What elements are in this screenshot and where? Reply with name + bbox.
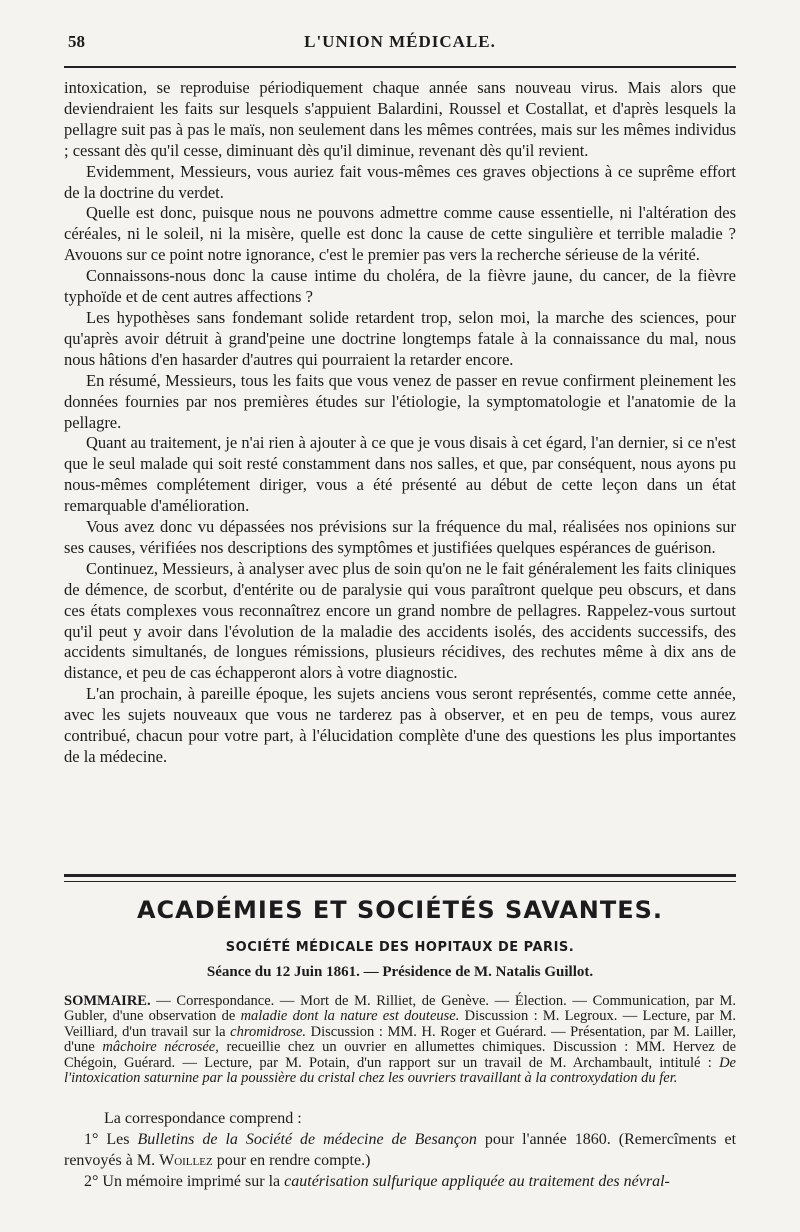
summary-italic: chromidrose. <box>230 1023 307 1040</box>
paragraph: Vous avez donc vu dépassées nos prévisions sur la fréquence du mal, réalisées nos opinions sur ses causes, vérifiées nos descriptions des symptômes et justifiées quelques espérances de guérison. <box>64 517 736 557</box>
item-name: Woillez <box>159 1152 213 1169</box>
item-text: pour l'année 1860. (Remercîments et renvoyés à M. <box>64 1131 737 1169</box>
article-body <box>64 78 736 768</box>
society-title: SOCIÉTÉ MÉDICALE DES HOPITAUX DE PARIS. <box>225 940 575 955</box>
paragraph: Quant au traitement, je n'ai rien à ajouter à ce que je vous disais à cet égard, l'an dernier, si ce n'est que le seul malade qui soit resté constamment dans nos salles, et que, par conséquent, nous ayons pu nous-mêmes complétement diriger, vous a été présenté au début de cette leçon dans un état remarquable d'amélioration. <box>64 433 736 516</box>
summary-text: — Correspondance. — Mort de M. Rilliet, de Genève. — Élection. — Communication, par M. Gubler, d'une observation de <box>64 993 736 1025</box>
correspondance-item <box>64 1129 736 1171</box>
header-rule <box>64 66 736 68</box>
page-number: 58 <box>68 32 85 51</box>
paragraph: En résumé, Messieurs, tous les faits que vous venez de passer en revue confirment pleinement les données fournies par nos premières études sur l'étiologie, la symptomatologie et l'anatomie de la pellagre. <box>64 370 736 432</box>
paragraph: Quelle est donc, puisque nous ne pouvons admettre comme cause essentielle, ni l'altération des céréales, ni le soleil, ni la misère, quelle est donc la cause de cette singulière et terrible maladie ? Avouons sur ce point notre ignorance, c'est le premier pas vers la recherche sérieuse de la vérité. <box>64 203 736 265</box>
summary-italic: maladie dont la nature est douteuse. <box>240 1008 460 1025</box>
correspondance <box>64 1108 736 1192</box>
summary-text: Discussion : MM. H. Roger et Guérard. — Présentation, par M. Lailler, d'une <box>64 1023 737 1056</box>
summary-italic: mâchoire nécrosée, <box>102 1039 219 1056</box>
correspondance-intro: La correspondance comprend : <box>104 1110 302 1127</box>
summary-text: recueillie chez un ouvrier en allumettes chimiques. Discussion : MM. Hervez de Chégoin, Guérard. — Lecture, par M. Potain, d'un rapport sur un travail de M. Archambault, intitulé : <box>64 1039 737 1071</box>
correspondance-item <box>64 1171 736 1192</box>
item-text: pour en rendre compte.) <box>212 1152 371 1169</box>
summary-lead: SOMMAIRE. <box>64 993 151 1009</box>
paragraph: intoxication, se reproduise périodiquement chaque année sans nouveau virus. Mais alors que deviendraient les faits sur lesquels s'appuient Balardini, Roussel et Costallat, et d'après lesquels la pellagre suit pas à pas le maïs, non seulement dans les mêmes contrées, mais sur les mêmes individus ; cessant dès qu'il cesse, diminuant dès qu'il diminue, revenant dès qu'il revient. <box>64 78 736 160</box>
item-text: 1° Les <box>84 1131 138 1148</box>
running-head <box>64 32 736 58</box>
section-divider <box>64 874 736 882</box>
paragraph: Les hypothèses sans fondemant solide retardent trop, selon moi, la marche des sciences, pour qu'après avoir détruit à grand'peine une doctrine longtemps fatale à la connaissance du mal, nous nous hâtions d'en hasarder d'autres qui pourraient la retarder encore. <box>64 307 736 369</box>
item-italic: Bulletins de la Société de médecine de Besançon <box>137 1131 477 1148</box>
section-title: ACADÉMIES ET SOCIÉTÉS SAVANTES. <box>136 896 664 924</box>
journal-title: L'UNION MÉDICALE. <box>304 32 496 51</box>
paragraph: L'an prochain, à pareille époque, les sujets anciens vous seront représentés, comme cette année, avec les sujets nouveaux que vous ne tarderez pas à observer, et en peu de temps, vous aurez contribué, chacun pour votre part, à l'élucidation complète d'une des questions les plus importantes de la médecine. <box>64 684 736 766</box>
paragraph: Evidemment, Messieurs, vous auriez fait vous-mêmes ces graves objections à ce suprême effort de la doctrine du verdet. <box>64 161 736 202</box>
session-line: Séance du 12 Juin 1861. — Présidence de M. Natalis Guillot. <box>206 964 594 980</box>
item-text: 2° Un mémoire imprimé sur la <box>84 1173 285 1190</box>
summary-italic: De l'intoxication saturnine par la poussière du cristal chez les ouvriers travaillant à la controxydation du fer. <box>64 1054 736 1087</box>
paragraph: Connaissons-nous donc la cause intime du choléra, de la fièvre jaune, du cancer, de la fièvre typhoïde et de cent autres affections ? <box>64 266 736 307</box>
item-italic: cautérisation sulfurique appliquée au traitement des névral- <box>284 1173 670 1190</box>
summary <box>64 994 736 1086</box>
summary-text: Discussion : M. Legroux. — Lecture, par M. Veilliard, d'un travail sur la <box>64 1008 736 1040</box>
paragraph: Continuez, Messieurs, à analyser avec plus de soin qu'on ne le fait généralement les faits cliniques de démence, de scorbut, d'entérite ou de paralysie qui vous paraîtront quelque peu obscurs, et dans ces états complexes vous reconnaîtrez encore un grand nombre de pellagres. Rappelez-vous surtout qu'il peut y avoir dans l'évolution de la maladie des accidents isolés, des accidents successifs, des accidents simultanés, de longues rémissions, plusieurs récidives, des rechutes même à dix ans de distance, et peu de cas échapperont alors à votre diagnostic. <box>64 558 736 683</box>
